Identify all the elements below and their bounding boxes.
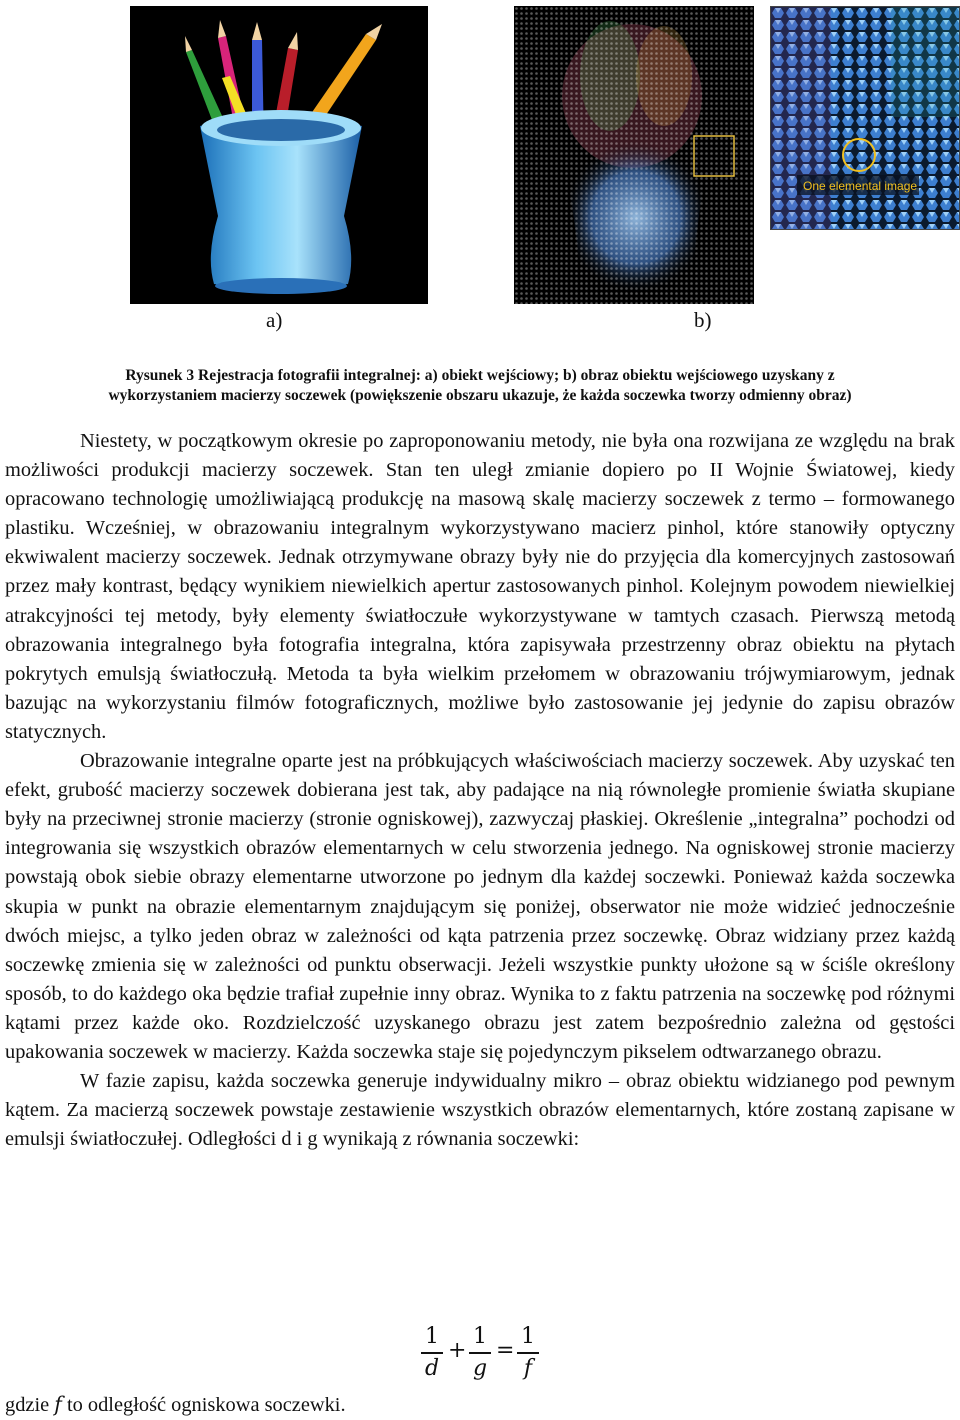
focal-length-symbol: f xyxy=(54,1392,62,1416)
paragraph-2: Obrazowanie integralne oparte jest na próbkujących właściwościach macierzy soczewek. Aby uzyskać ten efekt, grubość macierzy soczewek dobierana jest tak, aby padające na nią równoległe promienie światła skupiane były na przeciwnej stronie macierzy (stronie ogniskowej), zazwyczaj płaskiej. Określenie „integralna” pochodzi od integrowania się wszystkich obrazów elementarnych w celu stworzenia jednego. Na ogniskowej stronie macierzy powstają obok siebie obrazy elementarne utworzone po jednym dla każdej soczewki. Ponieważ każda soczewka skupia w punkt na obrazie elementarnym znajdującym się poniżej, obserwator nie może widzieć jednocześnie dwóch miejsc, a tylko jeden obraz w zależności od kąta patrzenia przez soczewkę. Obraz widziany przez każdą soczewkę zmienia się w zależności od punktu obserwacji. Jeżeli wszystkie punkty ułożone są w ściśle określony sposób, to do każdego oka będzie trafiał zupełnie inny obraz. Wynika to z faktu patrzenia na soczewkę pod różnymi kątami przez każde oko. Rozdzielczość uzyskanego obrazu jest zatem bezpośrednio zależna od gęstości upakowania soczewek w macierzy. Każda soczewka staje się pojedynczym pikselem odtwarzanego obrazu. xyxy=(5,750,955,1063)
elemental-images-grid xyxy=(771,7,959,229)
plus-sign: + xyxy=(448,1338,467,1363)
fraction-denominator: d xyxy=(424,1355,440,1381)
equals-sign: = xyxy=(496,1338,515,1363)
explanation-suffix: to odległość ogniskowa soczewki. xyxy=(66,1394,346,1416)
fraction-denominator: g xyxy=(472,1355,488,1381)
fraction-1-over-g xyxy=(468,1322,492,1384)
blue-cup xyxy=(200,110,362,294)
figure-caption xyxy=(0,366,960,406)
equation-explanation xyxy=(5,1390,346,1419)
paragraph-1: Niestety, w początkowym okresie po zaproponowaniu metody, nie była ona rozwijana ze względu na brak możliwości produkcji macierzy soczewek. Stan ten uległ zmianie dopiero po II Wojnie Światowej, kiedy opracowano technologię umożliwiającą produkcję na masową skalę macierzy soczewek z termo – formowanego plastiku. Wcześniej, w obrazowaniu integralnym wykorzystywano macierz pinhol, które stanowiły optyczny ekwiwalent macierzy soczewek. Jednak otrzymywane obrazy były nie do przyjęcia dla komercyjnych zastosowań przez mały kontrast, będący wynikiem niewielkich apertur zastosowanych pinhol. Kolejnym powodem niewielkiej atrakcyjności tej metody, były elementy światłoczułe wykorzystywane w tamtych czasach. Pierwszą metodą obrazowania integralnego była fotografia integralna, która zapisywała przestrzenny obraz obiektu na płytach pokrytych emulsją światłoczułą. Metoda ta była wielkim przełomem w obrazowaniu trójwymiarowym, jednak bazując na wykorzystaniu filmów fotograficznych, możliwe było zastosowanie jej jedynie do zapisu obrazów statycznych. xyxy=(5,430,955,743)
fraction-numerator: 1 xyxy=(473,1324,487,1349)
zoom-annotation: One elemental image xyxy=(803,179,918,193)
paragraph-3: W fazie zapisu, każda soczewka generuje indywidualny mikro – obraz obiektu widzianego pod pewnym kątem. Za macierzą soczewek powstaje zestawienie wszystkich obrazów elementarnych, które zostaną zapisane w emulsji światłoczułej. Odległości d i g wynikają z równania soczewki: xyxy=(5,1070,955,1151)
figure-label-b: b) xyxy=(694,308,712,332)
body-text xyxy=(5,427,955,1154)
fraction-numerator: 1 xyxy=(425,1324,439,1349)
pencil-cup-image xyxy=(130,6,428,304)
figure-b-integral-image xyxy=(514,6,754,304)
figure-b-zoom-inset xyxy=(770,6,960,230)
lens-equation xyxy=(420,1322,550,1392)
lens-array-image xyxy=(514,6,754,304)
figure-label-a: a) xyxy=(266,308,283,332)
fraction-1-over-f xyxy=(516,1322,540,1384)
explanation-prefix: gdzie xyxy=(5,1394,50,1416)
figure-a-input-object xyxy=(130,6,428,304)
caption-line-1: Rysunek 3 Rejestracja fotografii integralnej: a) obiekt wejściowy; b) obraz obiektu wejściowego uzyskany z xyxy=(125,367,835,384)
fraction-numerator: 1 xyxy=(521,1324,535,1349)
fraction-1-over-d xyxy=(420,1322,444,1384)
caption-line-2: wykorzystaniem macierzy soczewek (powiększenie obszaru ukazuje, że każda soczewka tworzy odmienny obraz) xyxy=(108,387,852,404)
fraction-denominator: f xyxy=(523,1355,533,1381)
